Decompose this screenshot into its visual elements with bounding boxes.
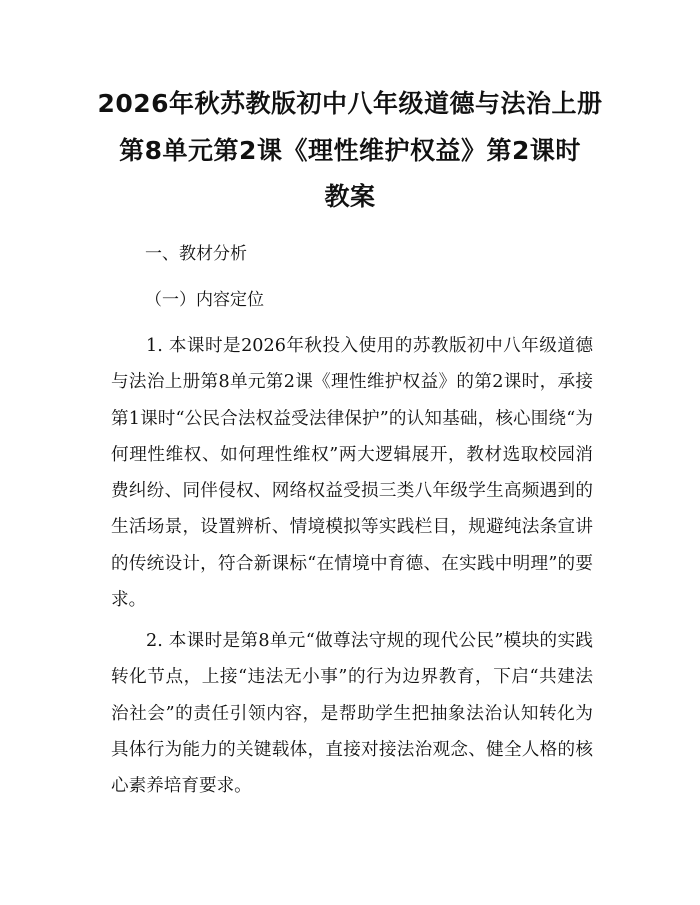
document-title-line-1: 2026年秋苏教版初中八年级道德与法治上册 [97,89,603,118]
document-title-line-3: 教案 [324,182,376,211]
subsection-heading: （一）内容定位 [145,290,264,310]
paragraph-1: 1. 本课时是2026年秋投入使用的苏教版初中八年级道德与法治上册第8单元第2课《理性维护权益》的第2课时，承接第1课时“公民合法权益受法律保护”的认知基础，核心围绕“为何理性维权、如何理性维权”两大逻辑展开，教材选取校园消费纠纷、同伴侵权、网络权益受损三类八年级学生高频遇到的生活场景，设置辨析、情境模拟等实践栏目，规避纯法条宣讲的传统设计，符合新课标“在情境中育德、在实践中明理”的要求。 [111,336,593,611]
document-title-line-2: 第8单元第2课《理性维护权益》第2课时 [119,136,581,165]
section-heading: 一、教材分析 [145,244,247,264]
paragraph-2: 2. 本课时是第8单元“做尊法守规的现代公民”模块的实践转化节点，上接“违法无小事”的行为边界教育，下启“共建法治社会”的责任引领内容，是帮助学生把抽象法治认知转化为具体行为能力的关键载体，直接对接法治观念、健全人格的核心素养培育要求。 [111,631,593,797]
